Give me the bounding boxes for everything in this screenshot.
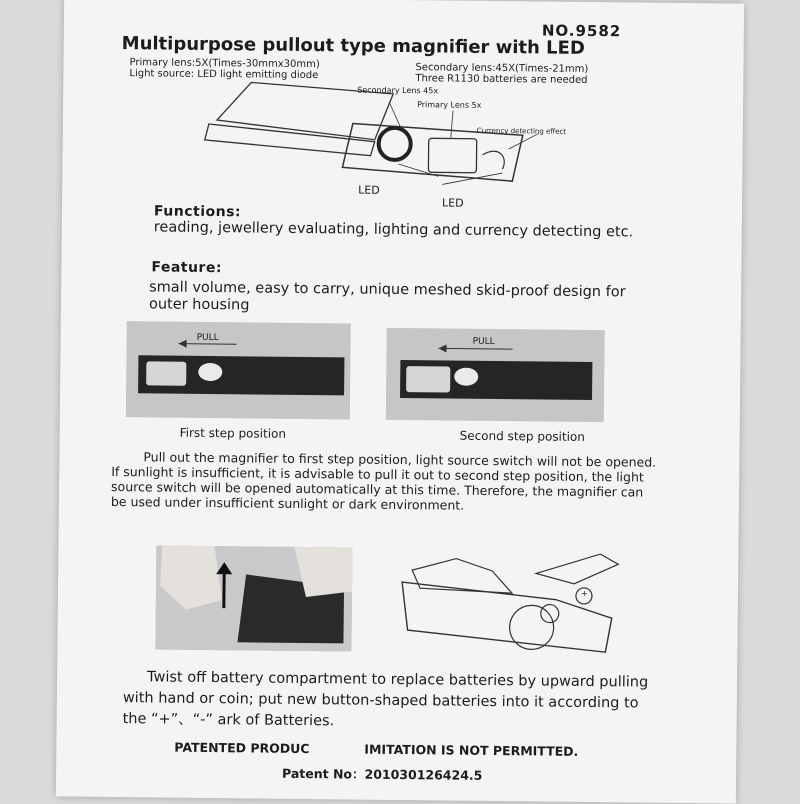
pull-label-first: PULL [197,333,219,343]
spec-primary-lens: Primary lens:5X(Times-30mmx30mm) [129,57,319,70]
second-step-caption: Second step position [460,429,585,444]
instructions-paragraph: Pull out the magnifier to first step position, light source switch will not be opened. If sunlight is insufficient, it is advisable to pull it out to second step position, the light source switch will be opened automatically at this time. Therefore, the magnifier can be used under insufficient sunlight or dark environment. [111,449,658,515]
first-step-photo [126,321,351,419]
imitation-notice: IMITATION IS NOT PERMITTED. [364,742,578,759]
battery-compartment-drawing [395,548,636,663]
feature-text: small volume, easy to carry, unique meshed skid-proof design for outer housing [149,279,649,318]
led-label-right: LED [442,196,464,209]
second-step-photo [386,328,605,422]
battery-instructions: Twist off battery compartment to replace batteries by upward pulling with hand or coin; put new button-shaped batteries into it according to the “+”、“-” ark of Batteries. [123,667,664,736]
secondary-lens-label: Secondary Lens 45x [357,86,438,96]
battery-plus-sign: + [581,589,588,598]
spec-secondary-lens: Secondary lens:45X(Times-21mm) [415,62,588,75]
spec-batteries: Three R1130 batteries are needed [415,73,587,86]
patented-product-notice: PATENTED PRODUC [174,740,309,756]
first-step-caption: First step position [180,426,287,441]
functions-heading: Functions: [154,203,241,220]
functions-text: reading, jewellery evaluating, lighting and currency detecting etc. [154,219,644,241]
feature-heading: Feature: [151,259,222,276]
instruction-sheet [56,0,744,804]
patent-number: Patent No：201030126424.5 [282,764,482,784]
currency-label: Currency detecting effect [477,127,566,136]
battery-removal-photo [155,545,352,651]
pull-label-second: PULL [473,337,495,347]
magnifier-line-drawing [202,82,563,206]
page-title: Multipurpose pullout type magnifier with LED [122,33,585,59]
spec-light-source: Light source: LED light emitting diode [129,68,318,81]
led-label-left: LED [358,184,380,197]
model-number: NO.9582 [542,21,622,40]
primary-lens-label: Primary Lens 5x [417,100,481,110]
